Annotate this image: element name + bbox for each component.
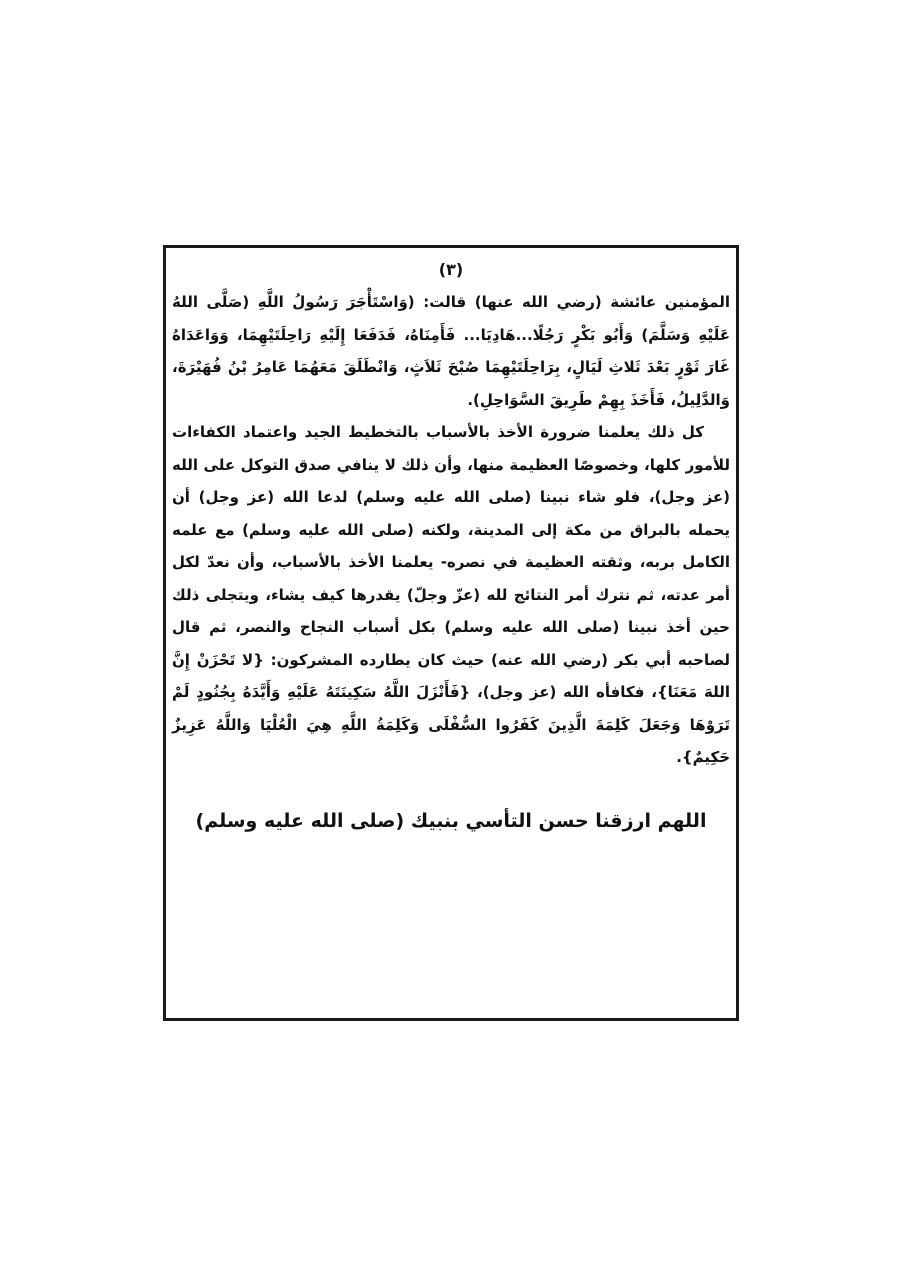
closing-supplication: اللهم ارزقنا حسن التأسي بنبيك (صلى الله عليه وسلم) <box>195 810 707 832</box>
page-body <box>172 286 730 774</box>
hadith-quote-paragraph: المؤمنين عائشة (رضي الله عنها) قالت: (وَاسْتَأْجَرَ رَسُولُ اللَّهِ (صَلَّى اللهُ عَلَيْهِ وَسَلَّمَ) وَأَبُو بَكْرٍ رَجُلًا...هَادِيَا... فَأَمِنَاهُ، فَدَفَعَا إِلَيْهِ رَاحِلَتَيْهِمَا، وَوَاعَدَاهُ غَارَ ثَوْرٍ بَعْدَ ثَلاثِ لَيَالٍ، بِرَاحِلَتَيْهِمَا صُبْحَ ثَلاَثٍ، وَانْطَلَقَ مَعَهُمَا عَامِرُ بْنُ فُهَيْرَةَ، وَالدَّلِيلُ، فَأَخَذَ بِهِمْ طَرِيقَ السَّوَاحِلِ). <box>172 293 730 409</box>
page-border-frame <box>163 245 739 1021</box>
page-number: (٣) <box>438 260 464 279</box>
lesson-paragraph: كل ذلك يعلمنا ضرورة الأخذ بالأسباب بالتخطيط الجيد واعتماد الكفاءات للأمور كلها، وخصوصًا العظيمة منها، وأن ذلك لا ينافي صدق التوكل على الله (عز وجل)، فلو شاء نبينا (صلى الله عليه وسلم) لدعا الله (عز وجل) أن يحمله بالبراق من مكة إلى المدينة، ولكنه (صلى الله عليه وسلم) مع علمه الكامل بربه، وثقته العظيمة في نصره- يعلمنا الأخذ بالأسباب، وأن نعدّ لكل أمر عدته، ثم نترك أمر النتائج لله (عزّ وجلّ) يقدرها كيف يشاء، ويتجلى ذلك حين أخذ نبينا (صلى الله عليه وسلم) بكل أسباب النجاح والنصر، ثم قال لصاحبه أبي بكر (رضي الله عنه) حيث كان يطارده المشركون: {لا تَحْزَنْ إِنَّ اللهَ مَعَنَا}، فكافأه الله (عز وجل)، {فَأَنْزَلَ اللَّهُ سَكِينَتَهُ عَلَيْهِ وَأَيَّدَهُ بِجُنُودٍ لَمْ تَرَوْهَا وَجَعَلَ كَلِمَةَ الَّذِينَ كَفَرُوا السُّفْلَى وَكَلِمَةُ اللَّهِ هِيَ الْعُلْيَا وَاللَّهُ عَزِيزٌ حَكِيمٌ}. <box>172 423 730 766</box>
